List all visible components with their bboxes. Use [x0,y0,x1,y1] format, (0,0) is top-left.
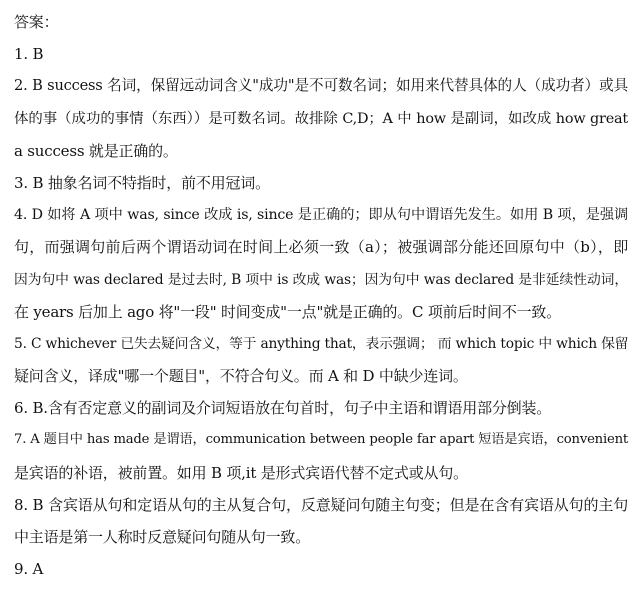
answer-2-line-1: 2. B success 名词，保留远动词含义"成功"是不可数名词；如用来代替具体的人（成功者）或具 [14,77,628,95]
answer-5-line-2: 疑问含义，译成"哪一个题目"，不符合句义。而 A 和 D 中缺少连词。 [14,367,468,386]
answer-8-line-1: 8. B 含宾语从句和定语从句的主从复合句，反意疑问句随主句变；但是在含有宾语从句的主句 [14,495,628,514]
answer-7-line-1: 7. A 题目中 has made 是谓语，communication between people far apart 短语是宾语，convenient [14,432,628,448]
answer-5-line-1: 5. C whichever 已失去疑问含义，等于 anything that，表示强调； 而 which topic 中 which 保留 [14,335,629,352]
answer-heading: 答案： [14,13,59,31]
answer-4-line-4: 在 years 后加上 ago 将"一段" 时间变成"一点"就是正确的。C 项前后时间不一致。 [14,302,562,321]
answer-document [14,6,628,585]
answer-7-line-2: 是宾语的补语，被前置。如用 B 项,it 是形式宾语代替不定式或从句。 [14,463,468,482]
answer-2-line-2: 体的事（成功的事情（东西））是可数名词。故排除 C,D；A 中 how 是副词，如改成 how great [14,110,628,127]
answer-4-line-3: 因为句中 was declared 是过去时, B 项中 is 改成 was；因为句中 was declared 是非延续性动词， [14,271,628,288]
answer-4-line-1: 4. D 如将 A 项中 was, since 改成 is, since 是正确的；即从句中谓语先发生。如用 B 项，是强调 [14,207,628,224]
answer-4-line-2: 句，而强调句前后两个谓语动词在时间上必须一致（a）；被强调部分能还回原句中（b），即 [14,238,628,257]
answer-2-line-3: a success 就是正确的。 [14,141,178,160]
answer-8-line-2: 中主语是第一人称时反意疑问句随从句一致。 [14,528,311,546]
answer-1: 1. B [14,45,44,64]
answer-9: 9. A [14,560,44,579]
answer-6: 6. B.含有否定意义的副词及介词短语放在句首时，句子中主语和谓语用部分倒装。 [14,399,552,418]
answer-3: 3. B 抽象名词不特指时，前不用冠词。 [14,173,270,192]
